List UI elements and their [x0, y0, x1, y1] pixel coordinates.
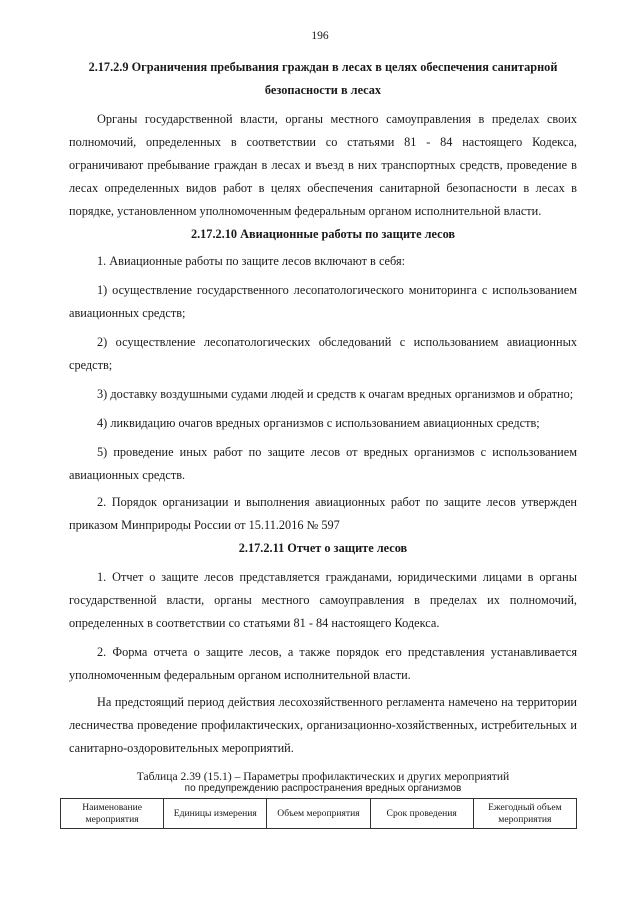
page-content: [69, 56, 577, 829]
table-caption: Таблица 2.39 (15.1) – Параметры профилактических и других мероприятий: [136, 770, 510, 783]
paragraph-planned-measures: На предстоящий период действия лесохозяйственного регламента намечено на территории лесничества проведение профилактических, организационно-хозяйственных, истребительных и санитарно-оздоровительных мероприятий.: [69, 695, 577, 755]
list-item: 5) проведение иных работ по защите лесов от вредных организмов с использованием авиационных средств.: [69, 445, 577, 482]
table-header-cell: Срок проведения: [370, 799, 473, 829]
paragraph-aviation-order: 2. Порядок организации и выполнения авиационных работ по защите лесов утвержден приказом Минприроды России от 15.11.2016 № 597: [69, 495, 577, 532]
table-header-cell: Единицы измерения: [164, 799, 267, 829]
paragraph-restrictions: Органы государственной власти, органы местного самоуправления в пределах своих полномочий, определенных в соответствии со статьями 81 - 84 настоящего Кодекса, ограничивают пребывание граждан в лесах и въезд в них транспортных средств, проведение в лесах определенных видов работ в целях обеспечения санитарной безопасности в лесах в порядке, установленном уполномоченным федеральным органом исполнительной власти.: [69, 112, 577, 218]
paragraph-report-2: 2. Форма отчета о защите лесов, а также порядок его представления устанавливается уполномоченным федеральным органом исполнительной власти.: [69, 645, 577, 682]
paragraph-aviation-intro: 1. Авиационные работы по защите лесов включают в себя:: [97, 254, 406, 268]
table-header-cell: Ежегодный объем мероприятия: [473, 799, 576, 829]
table-header-cell: Объем мероприятия: [267, 799, 370, 829]
paragraph-report-1: 1. Отчет о защите лесов представляется гражданами, юридическими лицами в органы государственной власти, органы местного самоуправления в пределах их полномочий, определенных в соответствии со статьями 81 - 84 настоящего Кодекса.: [69, 570, 577, 630]
table-subcaption: по предупреждению распространения вредных организмов: [184, 783, 462, 794]
table-header-cell: Наименование мероприятия: [61, 799, 164, 829]
list-item: 1) осуществление государственного лесопатологического мониторинга с использованием авиационных средств;: [69, 283, 577, 320]
section-heading-2-17-2-11: 2.17.2.11 Отчет о защите лесов: [238, 541, 408, 555]
list-item: 4) ликвидацию очагов вредных организмов с использованием авиационных средств;: [97, 416, 540, 430]
section-heading-2-17-2-10: 2.17.2.10 Авиационные работы по защите лесов: [190, 227, 456, 241]
list-item: 2) осуществление лесопатологических обследований с использованием авиационных средств;: [69, 335, 577, 372]
list-item: 3) доставку воздушными судами людей и средств к очагам вредных организмов и обратно;: [97, 387, 574, 401]
table-header-row: [61, 799, 577, 829]
page-number: 196: [311, 30, 329, 42]
measures-table: [60, 798, 577, 829]
section-heading-2-17-2-9: 2.17.2.9 Ограничения пребывания граждан в лесах в целях обеспечения санитарной безопасности в лесах: [88, 60, 558, 97]
